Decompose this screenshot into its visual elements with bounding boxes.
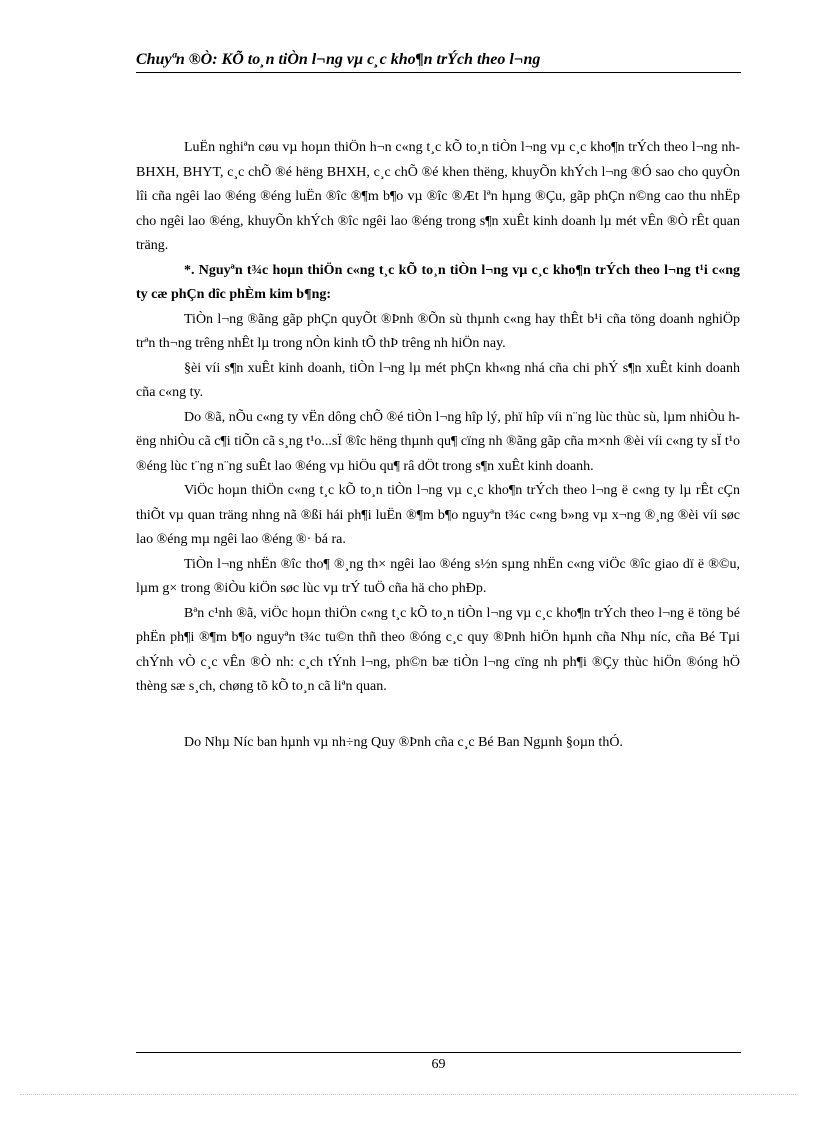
section-heading: *. Nguyªn t¾c hoµn thiÖn c«ng t¸c kÕ to¸n tiÒn l¬ng vµ c¸c kho¶n trÝch theo l¬ng t¹i c«ng ty cæ phÇn dîc phÈm kim b¶ng: [136,262,740,302]
paragraph: ViÖc hoµn thiÖn c«ng t¸c kÕ to¸n tiÒn l¬ng vµ c¸c kho¶n trÝch theo l¬ng ë c«ng ty lµ rÊt cÇn thiÕt vµ quan träng nhng nã ®ßi hái ph¶i luËn ®¶m b¶o nguyªn t¾c c«ng b»ng vµ x¬ng ®¸ng ®èi víi søc lao ®éng mµ ngêi lao ®éng ®· bá ra. [136,483,740,547]
page-edge-divider [20,1094,796,1095]
paragraph: §èi víi s¶n xuÊt kinh doanh, tiÒn l¬ng lµ mét phÇn kh«ng nhá cña chi phÝ s¶n xuÊt kinh doanh cña c«ng ty. [136,360,740,400]
paragraph: TiÒn l¬ng nhËn ®îc tho¶ ®¸ng th× ngêi lao ®éng s½n sµng nhËn c«ng viÖc ®îc giao dï ë ®©u, lµm g× trong ®iÒu kiÖn søc lùc vµ trÝ tuÖ cña hä cho phÐp. [136,556,740,596]
page-header-title: Chuyªn ®Ò: KÕ to¸n tiÒn l¬ng vµ c¸c kho¶n trÝch theo l¬ng [136,51,541,68]
paragraph: Do Nhµ Níc ban hµnh vµ nh÷ng Quy ®Þnh cña c¸c Bé Ban Ngµnh §oµn thÓ. [184,734,623,750]
footer-rule [136,1052,741,1053]
page-number: 69 [431,1057,446,1072]
paragraph: LuËn nghiªn cøu vµ hoµn thiÖn h¬n c«ng t¸c kÕ to¸n tiÒn l¬ng vµ c¸c kho¶n trÝch theo l¬ng nh BHXH, BHYT, c¸c chÕ ®é hëng BHXH, c¸c chÕ ®é khen thëng, khuyÕn khÝch l¬ng ®Ó sao cho quyÒn lîi cña ngêi lao ®éng ®éng luËn ®îc ®¶m b¶o vµ ®îc ®Æt lªn hµng ®Çu, gãp phÇn n©ng cao thu nhËp cho ngêi lao ®éng, khuyÕn khÝch ®îc ngêi lao ®éng trong s¶n xuÊt kinh doanh lµ mét vÊn ®Ò rÊt quan träng. [136,140,740,253]
paragraph: Do ®ã, nÕu c«ng ty vËn dông chÕ ®é tiÒn l¬ng hîp lý, phï hîp víi n¨ng lùc thùc sù, lµm nhiÒu hëng nhiÒu cã c¶i tiÕn cã s¸ng t¹o...sÏ ®îc hëng thµnh qu¶ cïng nh ®ãng gãp cña m×nh ®èi víi c«ng ty sÏ t¹o ®éng lùc t¨ng n¨ng suÊt lao ®éng vµ hiÖu qu¶ râ dÖt trong s¶n xuÊt kinh doanh. [136,409,740,474]
paragraph: Bªn c¹nh ®ã, viÖc hoµn thiÖn c«ng t¸c kÕ to¸n tiÒn l¬ng vµ c¸c kho¶n trÝch theo l¬ng ë töng bé phËn ph¶i ®¶m b¶o nguyªn t¾c tu©n thñ theo ®óng c¸c quy ®Þnh hiÖn hµnh cña Nhµ níc, cña Bé Tµi chÝnh vÒ c¸c vÊn ®Ò nh: c¸ch tÝnh l¬ng, ph©n bæ tiÒn l¬ng cïng nh ph¶i ®Çy thùc hiÖn ®óng hÖ thèng sæ s¸ch, chøng tõ kÕ to¸n cã liªn quan. [136,605,740,694]
document-body [136,136,740,755]
header-rule [136,72,741,73]
paragraph: TiÒn l¬ng ®ãng gãp phÇn quyÕt ®Þnh ®Õn sù thµnh c«ng hay thÊt b¹i cña töng doanh nghiÖp trªn th¬ng trêng nhÊt lµ trong nÒn kinh tÕ thÞ trêng nh hiÖn nay. [136,311,740,351]
